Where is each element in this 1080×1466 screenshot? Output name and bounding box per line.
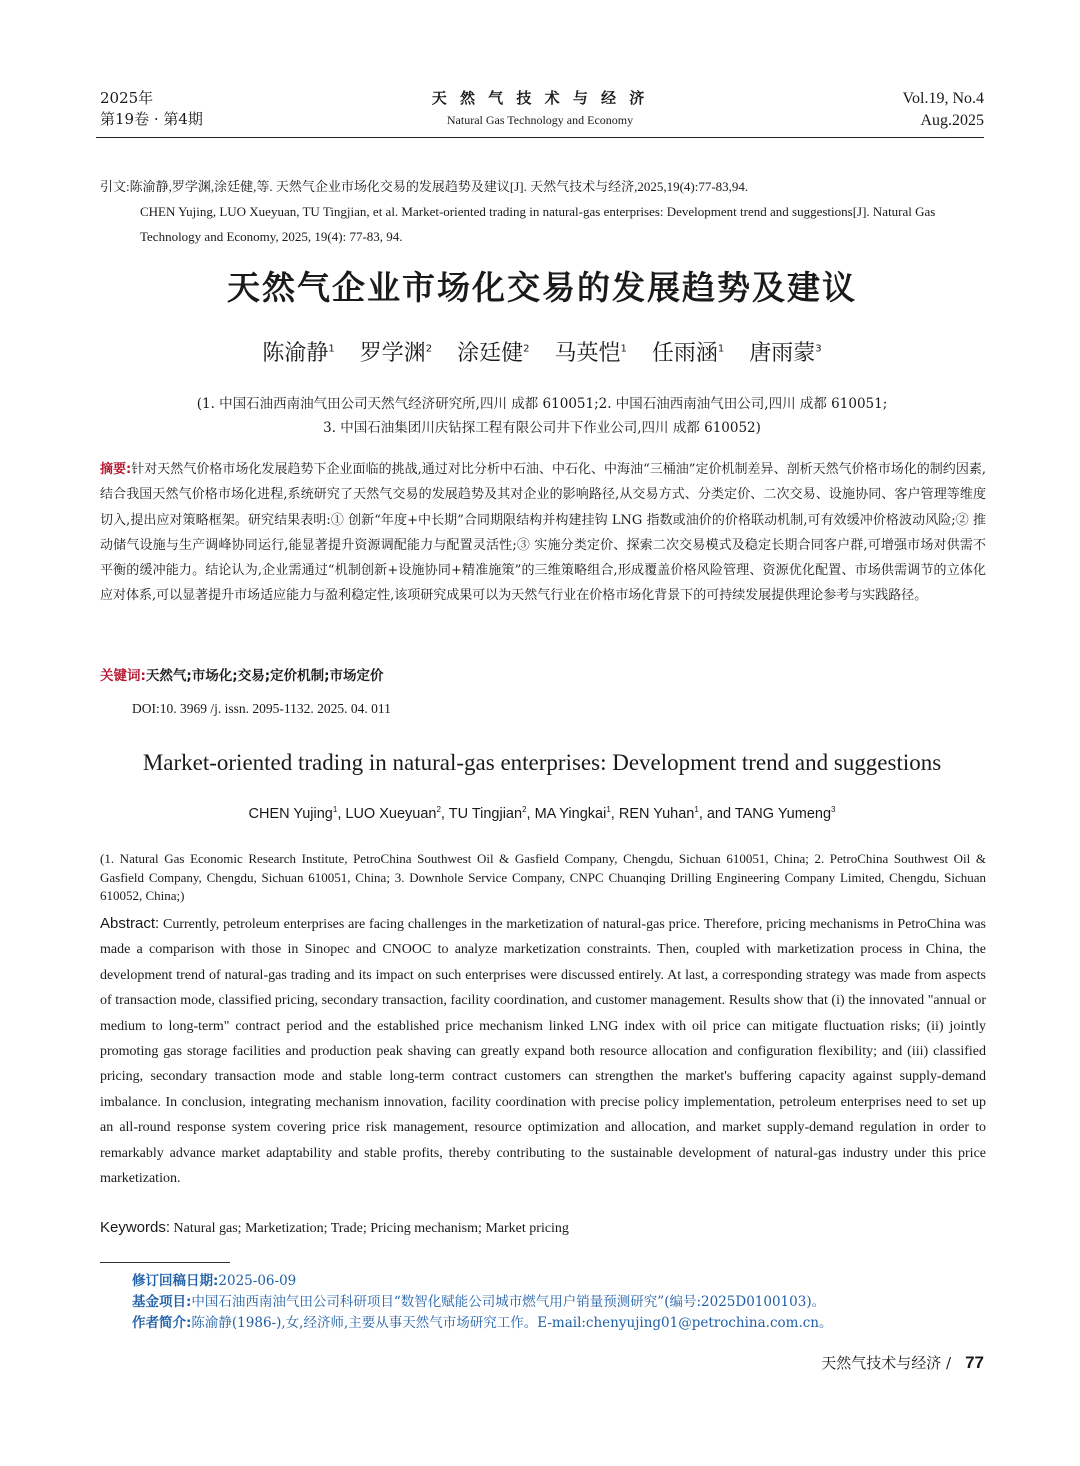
paper-title-en: Market-oriented trading in natural-gas enterprises: Development trend and suggestions: [142, 750, 942, 775]
page-footer: [821, 1352, 984, 1373]
footnote-fund: 基金项目:中国石油西南油气田公司科研项目“数智化赋能公司城市燃气用户销量预测研究”(编号:2025D0100103)。: [132, 1294, 826, 1310]
page-number: 77: [965, 1353, 984, 1372]
affiliations-cn: [90, 392, 994, 440]
author-list-cn: [60, 336, 1024, 367]
footnote-divider: [100, 1262, 230, 1263]
abstract-en: [100, 911, 986, 1191]
author-cn: 唐雨蒙$^3$: [749, 341, 822, 366]
author-en: CHEN Yujing$^1$,: [248, 805, 346, 822]
keywords-en-label: Keywords:: [100, 1219, 171, 1236]
citation-block: [100, 174, 986, 249]
author-list-en: [60, 805, 1024, 822]
author-en: TU Tingjian$^2$,: [448, 805, 535, 822]
author-en: REN Yuhan$^1$, and: [618, 805, 735, 822]
keywords-cn-label: 关键词:: [100, 668, 146, 684]
footnotes: [132, 1271, 992, 1334]
affiliation-line: 3. 中国石油集团川庆钻探工程有限公司井下作业公司,四川 成都 610052): [323, 420, 761, 436]
keywords-cn: [100, 665, 986, 687]
footnote-author: 作者简介:陈渝静(1986-),女,经济师,主要从事天然气市场研究工作。E-mail:chenyujing01@petrochina.com.cn。: [132, 1315, 833, 1331]
citation-cn: 引文:陈渝静,罗学渊,涂廷健,等. 天然气企业市场化交易的发展趋势及建议[J]. 天然气技术与经济,2025,19(4):77-83,94.: [100, 179, 749, 194]
keywords-cn-text: 天然气;市场化;交易;定价机制;市场定价: [145, 668, 384, 684]
author-cn: 罗学渊$^2$: [359, 341, 433, 366]
abstract-cn-text: 针对天然气价格市场化发展趋势下企业面临的挑战,通过对比分析中石油、中石化、中海油“三桶油”定价机制差异、剖析天然气价格市场化的制约因素,结合我国天然气价格市场化进程,系统研究了天然气交易的发展趋势及其对企业的影响路径,从交易方式、分类定价、二次交易、设施协同、客户管理等维度切入,提出应对策略框架。研究结果表明:① 创新“年度+中长期”合同期限结构并构建挂钩 LNG 指数或油价的价格联动机制,可有效缓冲价格波动风险;② 推动储气设施与生产调峰协同运行,能显著提升资源调配能力与配置灵活性;③ 实施分类定价、探索二次交易模式及稳定长期合同客户群,可增强市场对供需不平衡的缓冲能力。结论认为,企业需通过“机制创新+设施协同+精准施策”的三维策略组合,形成覆盖价格风险管理、资源优化配置、市场供需调节的立体化应对体系,可以显著提升市场适应能力与盈利稳定性,该项研究成果可以为天然气行业在价格市场化背景下的可持续发展提供理论参考与实践路径。: [100, 462, 986, 604]
citation-en: CHEN Yujing, LUO Xueyuan, TU Tingjian, et al. Market-oriented trading in natural-gas enterprises: Development trend and suggestions[J]. Natural Gas Technology and Economy, 2025, 19(4): 77-83, 94.: [140, 204, 936, 244]
keywords-en: [100, 1217, 986, 1240]
journal-name-cn: 天 然 气 技 术 与 经 济: [431, 89, 649, 107]
header-vol: Vol.19, No.4: [902, 90, 984, 107]
footnote-revised: 修订回稿日期:2025-06-09: [132, 1273, 297, 1289]
author-cn: 涂廷健$^2$: [457, 341, 530, 366]
header-date: Aug.2025: [920, 112, 984, 129]
header-issue-info: [100, 88, 203, 130]
abstract-en-text: Currently, petroleum enterprises are facing challenges in the marketization of natural-gas price. Therefore, pricing mechanisms in PetroChina was made a comparison with those in Sinopec and CNOOC to analyze marketization constraints. Then, coupled with marketization process in China, the development trend of natural-gas trading and its impact on such enterprises were discussed entirely. At last, a corresponding strategy was made from aspects of transaction mode, classified pricing, secondary transaction, facility coordination, and customer management. Results show that (i) the innovated "annual or medium to long-term" contract period and the established price mechanism linked LNG index with oil price can mitigate fluctuation risks; (ii) jointly promoting gas storage facilities and production peak shaving can greatly expand both resource allocation and configuration flexibility; and (iii) classified pricing, secondary transaction mode and stable long-term contract customers can strengthen the market's buffering capacity against supply-demand imbalance. In conclusion, integrating mechanism innovation, facility coordination with precise policy implementation, petroleum enterprises need to set up an all-round response system covering price risk management, resource optimization and allocation, and market supply-demand regulation in order to remarkably advance market adaptability and stable profits, thereby contributing to the sustainable development of natural-gas industry under this price marketization.: [100, 917, 986, 1187]
author-en: LUO Xueyuan$^2$,: [345, 805, 449, 822]
affiliations-en: (1. Natural Gas Economic Research Institute, PetroChina Southwest Oil & Gasfield Company, Chengdu, Sichuan 610051, China; 2. PetroChina Southwest Oil & Gasfield Company, Chengdu, Sichuan 610051, China; 3. Downhole Service Company, CNPC Chuanqing Drilling Engineering Company Limited, Chengdu, Sichuan 610052, China;): [100, 851, 986, 903]
author-cn: 任雨涵$^1$: [651, 341, 725, 366]
journal-name-en: Natural Gas Technology and Economy: [446, 113, 634, 127]
keywords-en-text: Natural gas; Marketization; Trade; Pricing mechanism; Market pricing: [173, 1221, 569, 1236]
affiliation-line: (1. 中国石油西南油气田公司天然气经济研究所,四川 成都 610051;2. 中国石油西南油气田公司,四川 成都 610051;: [196, 396, 888, 412]
paper-title-cn: 天然气企业市场化交易的发展趋势及建议: [227, 268, 857, 307]
header-year: 2025年: [100, 89, 154, 107]
author-cn: 陈渝静$^1$: [262, 341, 335, 366]
header-divider: [96, 137, 984, 138]
author-cn: 马英恺$^1$: [554, 341, 627, 366]
doi: DOI:10. 3969 /j. issn. 2095-1132. 2025. 04. 011: [132, 701, 391, 716]
header-journal: [340, 88, 740, 131]
footer-journal: 天然气技术与经济 /: [821, 1354, 952, 1372]
author-en: TANG Yumeng$^3$: [734, 805, 836, 822]
header-volume-issue: 第19卷 · 第4期: [100, 110, 203, 128]
author-en: MA Yingkai$^1$,: [534, 805, 619, 822]
abstract-cn-label: 摘要:: [100, 462, 132, 477]
header-vol-date: [903, 88, 985, 132]
abstract-en-label: Abstract:: [100, 915, 160, 932]
abstract-cn: [100, 457, 986, 609]
